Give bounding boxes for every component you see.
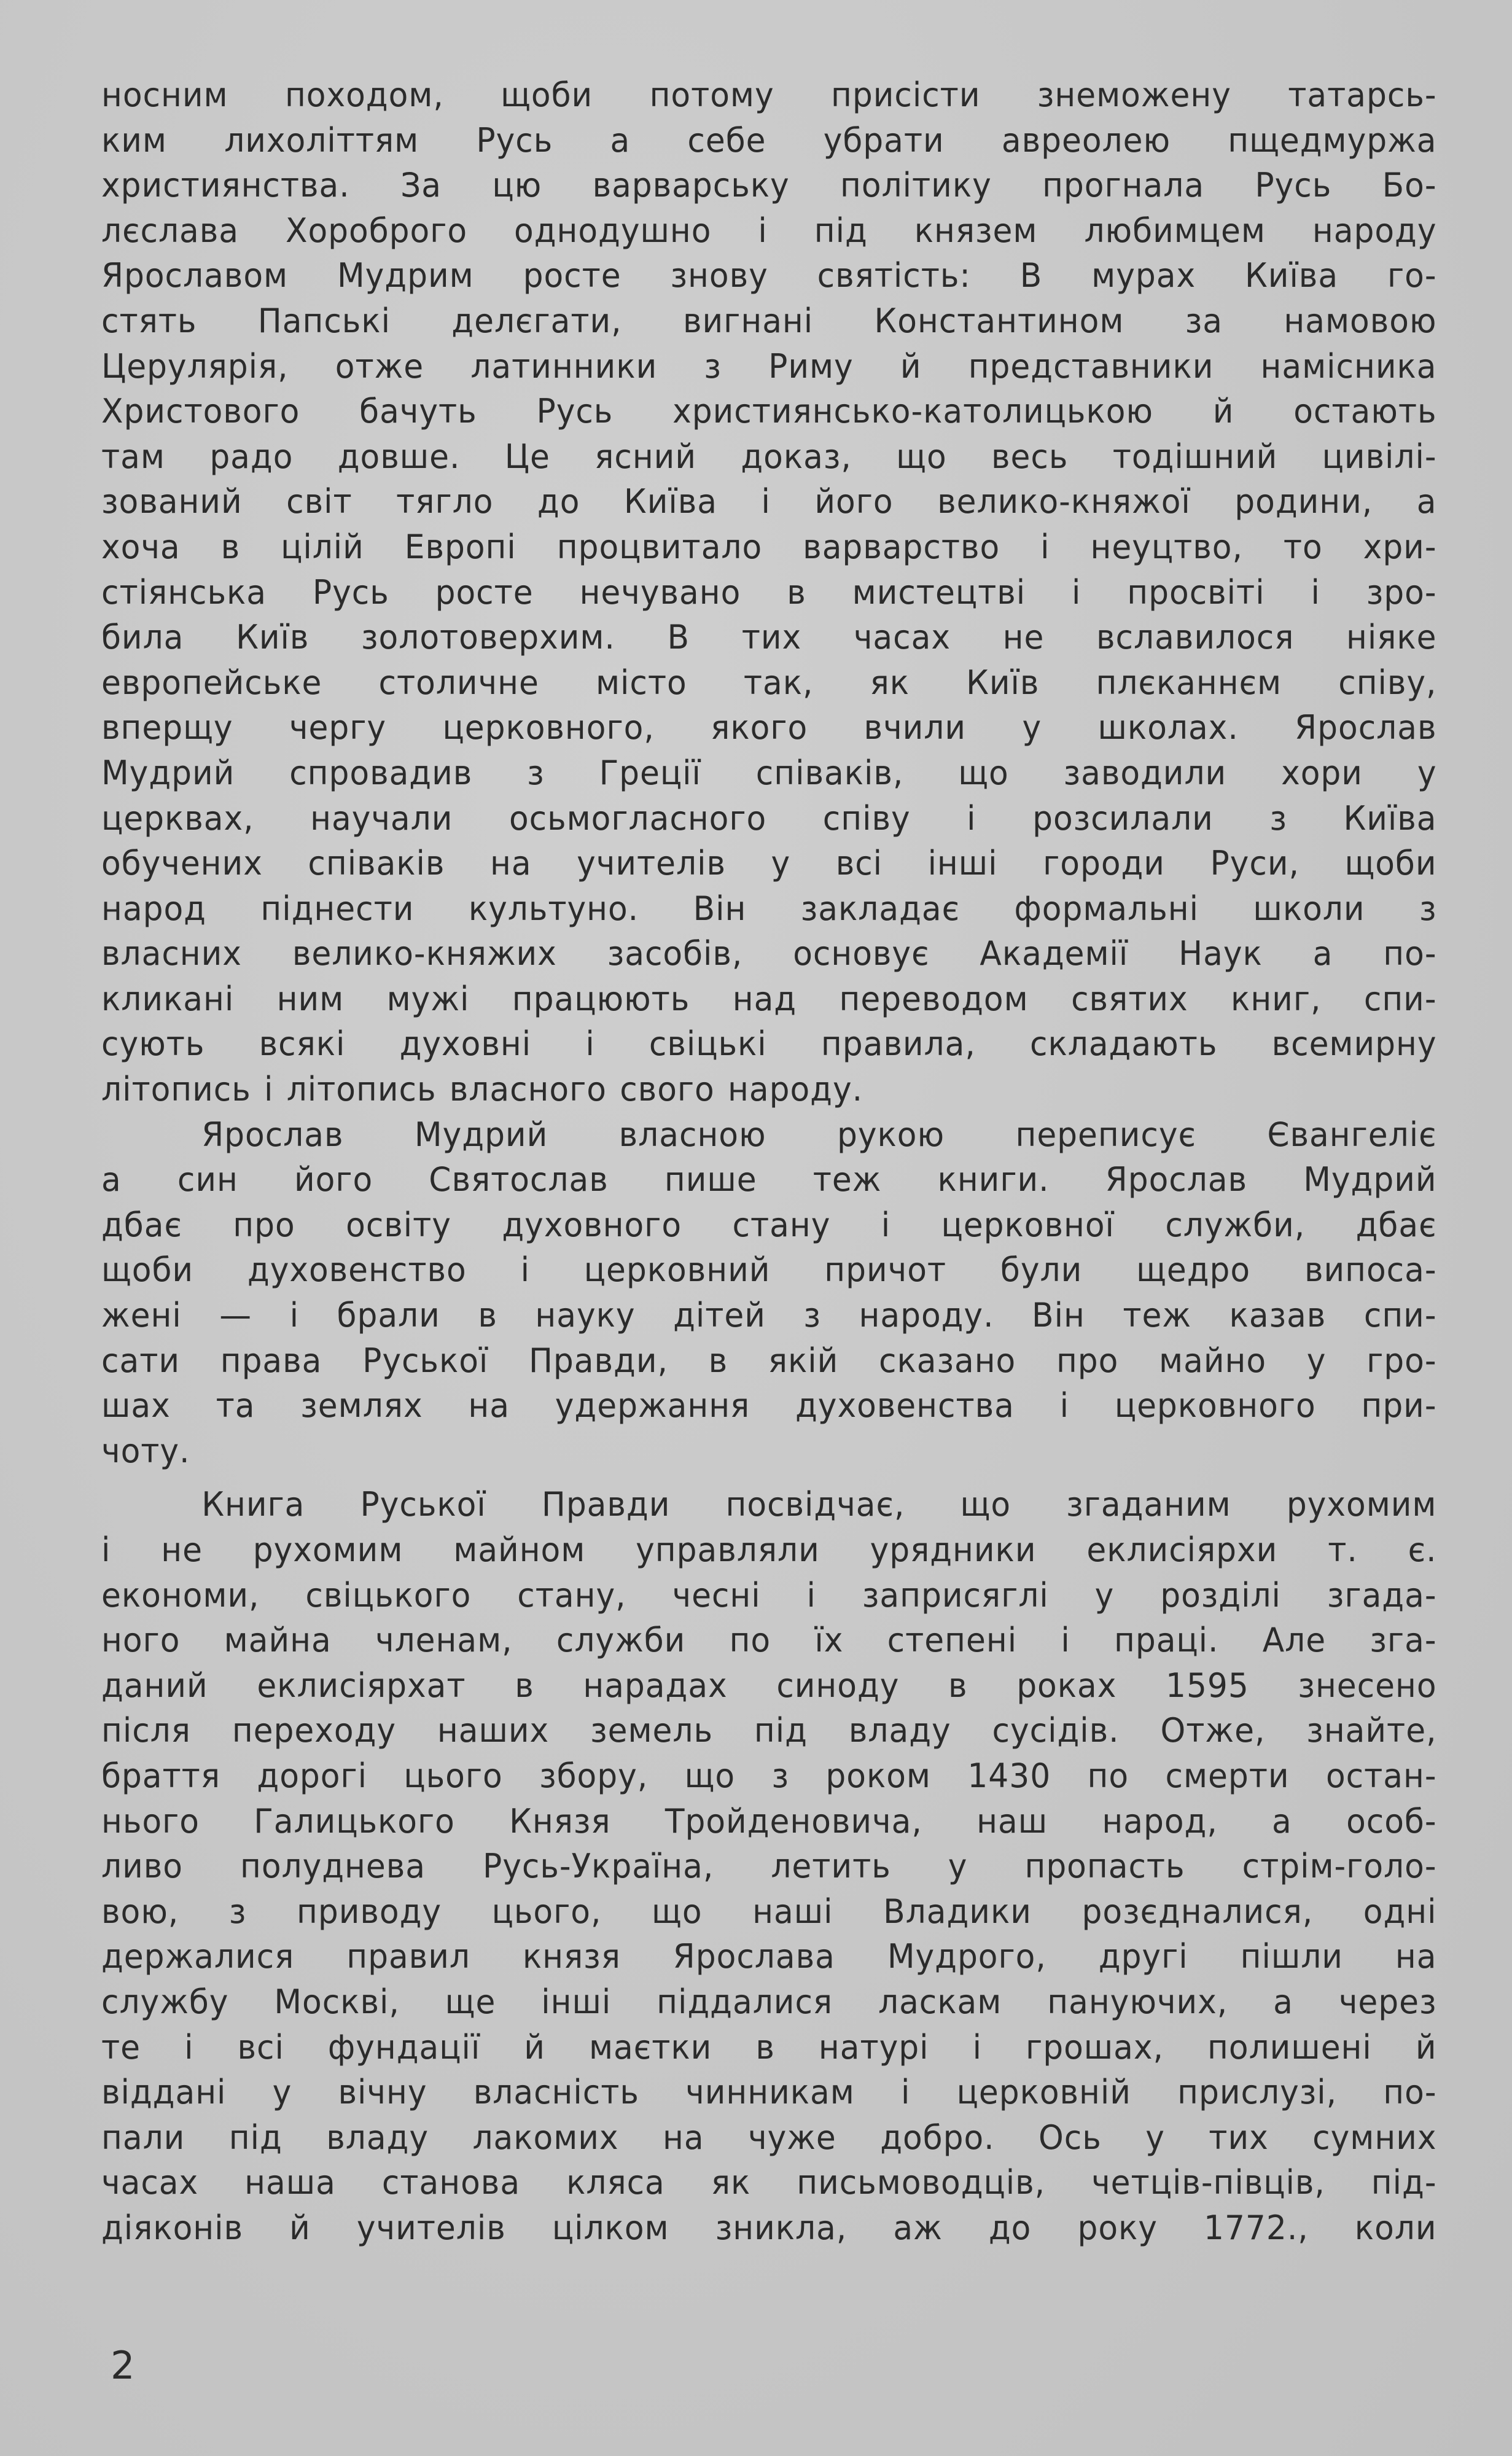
text-line: Христового бачуть Русь християнсько-католицькою й остають — [101, 392, 1437, 431]
text-line: нього Галицького Князя Тройденовича, наш народ, а особ- — [101, 1801, 1437, 1841]
text-line: Ярослав Мудрий власною рукою переписує Євангеліє — [201, 1115, 1437, 1154]
text-line: християнства. За цю варварську політику прогнала Русь Бо- — [101, 166, 1437, 205]
text-line: народ піднести культуно. Він закладає формальні школи з — [101, 889, 1437, 928]
text-line: стять Папські делєгати, вигнані Константином за намовою — [101, 301, 1437, 340]
text-line: власних велико-княжих засобів, основує Академії Наук а по- — [101, 934, 1437, 973]
text-line: часах наша станова кляса як письмоводців, четців-півців, під- — [101, 2163, 1437, 2202]
text-line: а син його Святослав пише теж книги. Ярослав Мудрий — [101, 1160, 1437, 1199]
text-line: службу Москві, ще інші піддалися ласкам пануючих, а через — [101, 1982, 1437, 2021]
text-line: після переходу наших земель під владу сусідів. Отже, знайте, — [101, 1711, 1437, 1750]
text-line: діяконів й учителів цілком зникла, аж до року 1772., коли — [101, 2208, 1437, 2247]
text-line: чоту. — [101, 1431, 190, 1470]
text-line: зований світ тягло до Київа і його велико-княжої родини, а — [101, 482, 1437, 521]
text-line: даний еклисіярхат в нарадах синоду в роках 1595 знесено — [101, 1666, 1437, 1705]
paragraph — [101, 1482, 1439, 2250]
text-line: хоча в цілій Европі процвитало варварство і неуцтво, то хри- — [101, 527, 1437, 566]
document-body — [101, 72, 1439, 2251]
text-line: кликані ним мужі працюють над переводом святих книг, спи- — [101, 979, 1437, 1018]
text-line: віддані у вічну власність чинникам і церковній прислузі, по- — [101, 2073, 1437, 2112]
text-line: Церулярія, отже латинники з Риму й представники намісника — [101, 346, 1437, 386]
text-line: вперщу чергу церковного, якого вчили у школах. Ярослав — [101, 708, 1437, 747]
text-line: і не рухомим майном управляли урядники еклисіярхи т. є. — [101, 1530, 1437, 1569]
text-line: сати права Руської Правди, в якій сказано про майно у гро- — [101, 1341, 1437, 1380]
text-line: европейське столичне місто так, як Київ плєканнєм співу, — [101, 663, 1437, 702]
text-line: Книга Руської Правди посвідчає, що згаданим рухомим — [201, 1485, 1437, 1524]
text-line: держалися правил князя Ярослава Мудрого, другі пішли на — [101, 1937, 1437, 1976]
text-line: сують всякі духовні і свіцькі правила, складають всемирну — [101, 1024, 1437, 1064]
text-line: лєслава Хороброго однодушно і під князем любимцем народу — [101, 211, 1437, 250]
text-line: церквах, научали осьмогласного співу і розсилали з Київа — [101, 798, 1437, 838]
text-line: ливо полуднева Русь-Україна, летить у пропасть стрім-голо- — [101, 1847, 1437, 1886]
text-line: била Київ золотоверхим. В тих часах не вславилося ніяке — [101, 618, 1437, 657]
text-line: шах та землях на удержання духовенства і церковного при- — [101, 1386, 1437, 1425]
text-line: Мудрий спровадив з Греції співаків, що заводили хори у — [101, 753, 1437, 792]
text-line: там радо довше. Це ясний доказ, що весь тодішний цивілі- — [101, 437, 1437, 476]
text-line: стіянська Русь росте нечувано в мистецтві і просвіті і зро- — [101, 572, 1437, 612]
text-line: економи, свіцького стану, чесні і заприсяглі у розділі згада- — [101, 1575, 1437, 1615]
text-line: дбає про освіту духовного стану і церковної служби, дбає — [101, 1205, 1437, 1244]
page-number: 2 — [111, 2343, 135, 2388]
text-line: Ярославом Мудрим росте знову святість: В мурах Київа го- — [101, 256, 1437, 295]
text-line: носним походом, щоби потому присісти знеможену татарсь- — [101, 76, 1437, 114]
text-line: ного майна членам, служби по їх степені і праці. Але зга- — [101, 1621, 1437, 1660]
text-line: жені — і брали в науку дітей з народу. Він теж казав спи- — [101, 1296, 1437, 1335]
text-line: ким лихоліттям Русь а себе убрати авреолею пщедмуржа — [101, 120, 1437, 160]
text-line: браття дорогі цього збору, що з роком 1430 по смерти остан- — [101, 1756, 1437, 1795]
text-line: те і всі фундації й маєтки в натурі і грошах, полишені й — [101, 2027, 1437, 2067]
paragraph — [101, 1112, 1439, 1474]
paragraph — [101, 72, 1439, 1112]
text-line: щоби духовенство і церковний причот були щедро випоса- — [101, 1250, 1437, 1290]
text-line: пали під владу лакомих на чуже добро. Ось у тих сумних — [101, 2118, 1437, 2157]
text-line: літопись і літопись власного свого народу. — [101, 1070, 863, 1109]
text-line: обучених співаків на учителів у всі інші городи Руси, щоби — [101, 844, 1437, 883]
text-line: вою, з приводу цього, що наші Владики розєдналися, одні — [101, 1892, 1437, 1931]
